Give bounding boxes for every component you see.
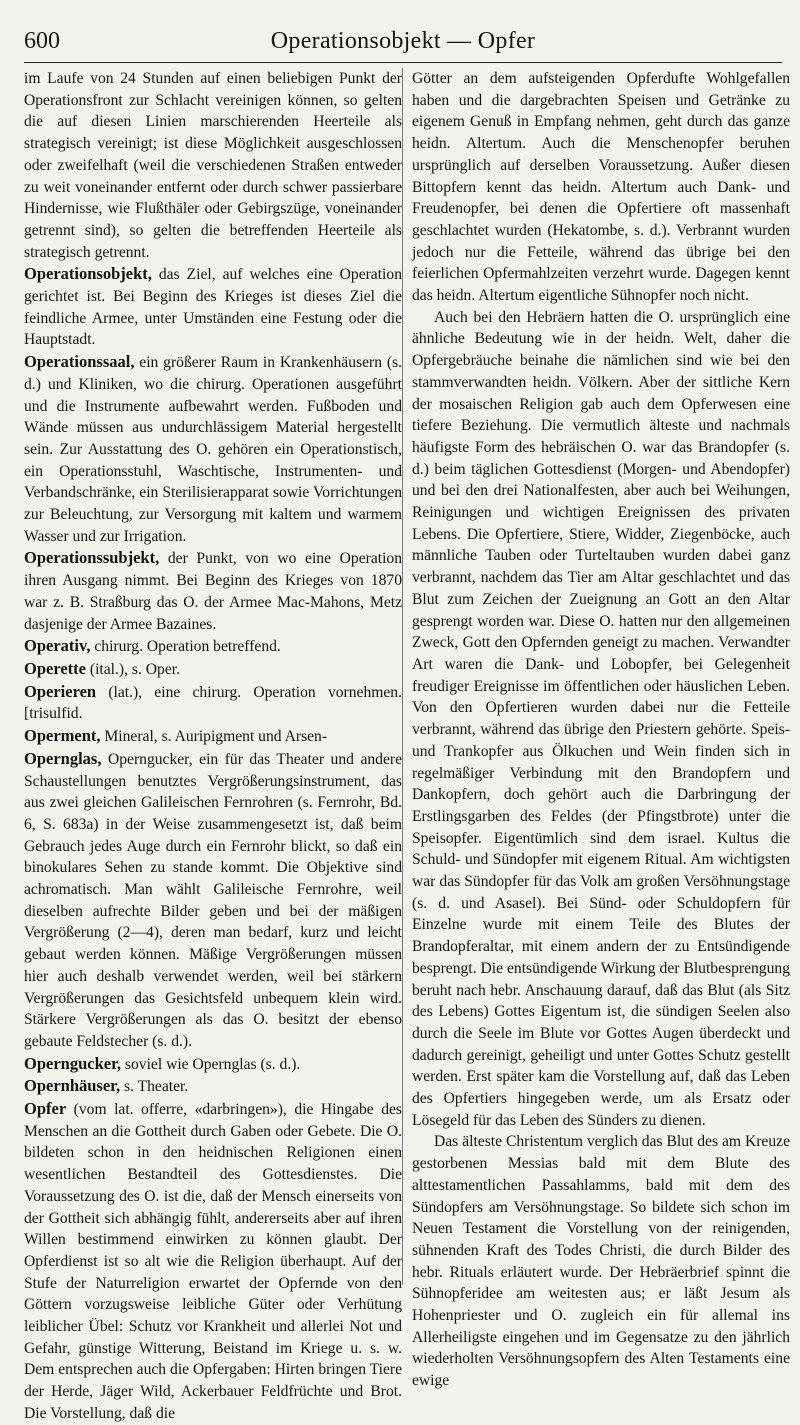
page-number: 600 [24,28,60,54]
entry-headword: Opfer [24,1099,67,1119]
entry-headword: Operieren [24,681,97,701]
entry-text: (vom lat. offerre, «darbringen»), die Hingabe des Menschen an die Gottheit durch Gaben oder Gebete. Die O. bildeten schon in den heidnischen Religionen einen wesentlichen Bestandteil des Gottesdienstes. Die Voraussetzung des O. ist die, daß der Mensch einerseits von der Gottheit sich abhängig fühlt, andererseits aber auf ihren Willen bestimmend einwirken zu können glaubt. Der Opferdienst ist so alt wie die Religion überhaupt. Auf der Stufe der Naturreligion erwartet der Opfernde von den Göttern vorzugsweise leibliche Güter oder Verhütung leiblicher Übel: Schutz vor Krankheit und allerlei Not und Gefahr, günstige Witterung, Beistand im Kriege u. s. w. Dem entsprechen auch die Opfergaben: Hirten bringen Tiere der Herde, Jäger Wild, Ackerbauer Feldfrüchte und Brot. Die Vorstellung, daß die [24,1101,402,1422]
entry-headword: Operationssaal, [24,352,135,372]
dictionary-entry [24,351,402,547]
dictionary-entry [24,681,402,725]
entry-headword: Operativ, [24,636,91,656]
dictionary-entry [24,1075,402,1098]
entry-headword: Operette [24,658,86,678]
dictionary-entry [24,547,402,635]
entry-text: Das älteste Christentum verglich das Blut des am Kreuze gestorbenen Messias bald mit dem Blute des alttestamentlichen Passahlamms, bald mit dem des Sündopfers am Versöhnungstage. So bildete sich schon im Neuen Testament die Vorstellung von der reinigenden, sühnenden Kraft des Todes Christi, die durch Bilder des hebr. Rituals erläutert wurde. Der Hebräerbrief spinnt die Sühnopferidee am weitesten aus; er läßt Jesum als Hohenpriester und O. zugleich ein für allemal ins Allerheiligste eingehen und im Gegensatze zu den jährlich wiederholten Versöhnungsopfern des Alten Testaments eine ewige [412,1133,790,1390]
dictionary-entry [24,1053,402,1076]
running-head: Operationsobjekt — Opfer [270,28,536,54]
entry-text: soviel wie Opernglas (s. d.). [121,1055,301,1073]
entry-headword: Operationssubjekt, [24,548,160,568]
left-column [24,68,402,1425]
dictionary-entry [24,658,402,681]
entry-text: im Laufe von 24 Stunden auf einen beliebigen Punkt der Operationsfront zur Schlacht vereinigen können, so gelten die auf diesen Linien marschierenden Heerteile als strategisch vereinigt; ist diese Möglichkeit ausgeschlossen oder zweifelhaft (weil die verschiedenen Straßen entweder zu weit voneinander entfernt oder durch schwer passierbare Hindernisse, wie Flußthäler oder Gebirgszüge, voneinander getrennt sind), so gelten die betreffenden Heerteile als strategisch getrennt. [24,70,402,261]
entry-headword: Opernglas, [24,748,102,768]
text-paragraph [412,68,790,307]
dictionary-entry [24,263,402,351]
entry-text: (lat.), eine chirurg. Operation vornehmen. [trisulfid. [24,683,402,723]
entry-headword: Opernhäuser, [24,1076,121,1096]
entry-text: s. Theater. [120,1078,189,1096]
entry-text: Operngucker, ein für das Theater und andere Schaustellungen benutztes Vergrößerungsinstrument, das aus zwei gleichen Galileischen Fernrohren (s. Fernrohr, Bd. 6, S. 683a) in der Weise zusammengesetzt ist, daß beim Gebrauch jedes Auge durch ein Fernrohr blickt, so daß ein binokulares Sehen zu stande kommt. Die Objektive sind achromatisch. Man wählt Galileische Fernrohre, weil dieselben aufrechte Bilder geben und bei der mäßigen Vergrößerung (2—4), deren man bedarf, kurz und leicht gebaut werden können. Mäßige Vergrößerungen müssen hier auch deshalb verwendet werden, weil bei stärkern Vergrößerungen das Gesichtsfeld unbequem klein wird. Stärkere Vergrößerungen als das O. besitzt der ebenso gebaute Feldstecher (s. d.). [24,750,402,1050]
right-column [412,68,790,1392]
text-paragraph [24,68,402,263]
entry-text: der Punkt, von wo eine Operation ihren Ausgang nimmt. Bei Beginn des Krieges von 1870 war z. B. Straßburg das O. der Armee Mac-Mahons, Metz dasjenige der Armee Bazaines. [24,550,402,633]
text-paragraph [412,1131,790,1391]
entry-headword: Operationsobjekt, [24,264,152,284]
entry-text: (ital.), s. Oper. [86,660,180,678]
entry-headword: Operment, [24,726,101,746]
entry-text: Götter an dem aufsteigenden Opferdufte Wohlgefallen haben und die dargebrachten Speisen und Getränke zu eigenem Genuß in Empfang nehmen, geht durch das ganze heidn. Altertum. Auch die Menschenopfer beruhen ursprünglich auf derselben Voraussetzung. Außer diesen Bittopfern kennt das heidn. Altertum auch Dank- und Freudenopfer, bei denen die Opfertiere oft massenhaft geschlachtet wurden (Hekatombe, s. d.). Verbrannt wurden jedoch nur die Fetteile, während das übrige bei den feierlichen Opfermahlzeiten verzehrt wurde. Dagegen kennt das heidn. Altertum eigentliche Sühnopfer noch nicht. [412,70,790,305]
column-divider [402,68,403,1285]
entry-text: das Ziel, auf welches eine Operation gerichtet ist. Bei Beginn des Krieges ist dieses Ziel die feindliche Armee, unter Umständen eine Festung oder die Hauptstadt. [24,266,402,349]
entry-text: ein größerer Raum in Krankenhäusern (s. d.) und Kliniken, wo die chirurg. Operationen ausgeführt und die Instrumente aufbewahrt werden. Fußboden und Wände müssen aus undurchlässigem Material hergestellt sein. Zur Ausstattung des O. gehören ein Operationstisch, ein Operationsstuhl, Waschtische, Instrumenten- und Verbandschränke, ein Sterilisierapparat sowie Vorrichtungen zur Beleuchtung, zur Versorgung mit kaltem und warmem Wasser und zur Irrigation. [24,354,402,545]
header-rule [24,62,782,63]
dictionary-entry [24,635,402,658]
entry-text: chirurg. Operation betreffend. [90,638,281,656]
dictionary-entry [24,725,402,748]
dictionary-entry [24,748,402,1053]
entry-text: Mineral, s. Auripigment und Arsen- [100,728,328,746]
entry-headword: Operngucker, [24,1053,122,1073]
dictionary-entry [24,1098,402,1425]
page-header [24,26,782,62]
text-paragraph [412,307,790,1132]
entry-text: Auch bei den Hebräern hatten die O. ursprünglich eine ähnliche Bedeutung wie in der heidn. Welt, daher die Opfergebräuche beinahe die nämlichen sind wie bei den stammverwandten heidn. Völkern. Aber der sittliche Kern der mosaischen Religion gab auch dem Opferwesen eine tiefere Beziehung. Die vermutlich älteste und nachmals häufigste Form des hebräischen O. war das Brandopfer (s. d.) beim täglichen Gottesdienst (Morgen- und Abendopfer) und bei den drei Nationalfesten, aber auch bei Weihungen, Reinigungen und wichtigen Ereignissen des privaten Lebens. Die Opfertiere, Stiere, Widder, Ziegenböcke, auch männliche Tauben oder Turteltauben wurden dabei ganz verbrannt, nachdem das Tier am Altar geschlachtet und das Blut zum Zeichen der Zueignung an Gott an den Altar gesprengt worden war. Diese O. hatten nur den allgemeinen Zweck, Gott den Opfernden geneigt zu machen. Verwandter Art waren die Dank- und Lobopfer, bei Gelegenheit freudiger Ereignisse im öffentlichen oder häuslichen Leben. Von den Opfertieren wurden dabei nur die Fetteile verbrannt, während das übrige den Priestern gehörte. Speis- und Trankopfer aus Ölkuchen und Wein finden sich in regelmäßiger Verbindung mit den Brandopfern und Dankopfern, doch gehört auch die Darbringung der Erstlingsgarben des Feldes (der Pfingstbrote) unter die Speisopfer. Eigentümlich sind dem israel. Kultus die Schuld- und Sündopfer mit eigenem Ritual. Am wichtigsten war das Sündopfer für das Volk am großen Versöhnungstage (s. d. und Asasel). Bei Sünd- oder Schuldopfern für Einzelne wurde mit einem Teile des Blutes der Brandopferaltar, mit einem andern der zu Entsündigende besprengt. Die entsündigende Wirkung der Blutbesprengung beruht nach hebr. Anschauung darauf, daß das Blut (als Sitz des Lebens) Gottes Eigentum ist, die sündigen Seelen also durch die Seele im Blute vor Gottes Augen überdeckt und dadurch gereinigt, geheiligt und unter Gottes Schutz gestellt werden. Erst später kam die Vorstellung auf, daß das Leben des Opfertiers hingegeben werde, um als Ersatz oder Lösegeld für das Leben des Sünders zu dienen. [412,308,790,1129]
